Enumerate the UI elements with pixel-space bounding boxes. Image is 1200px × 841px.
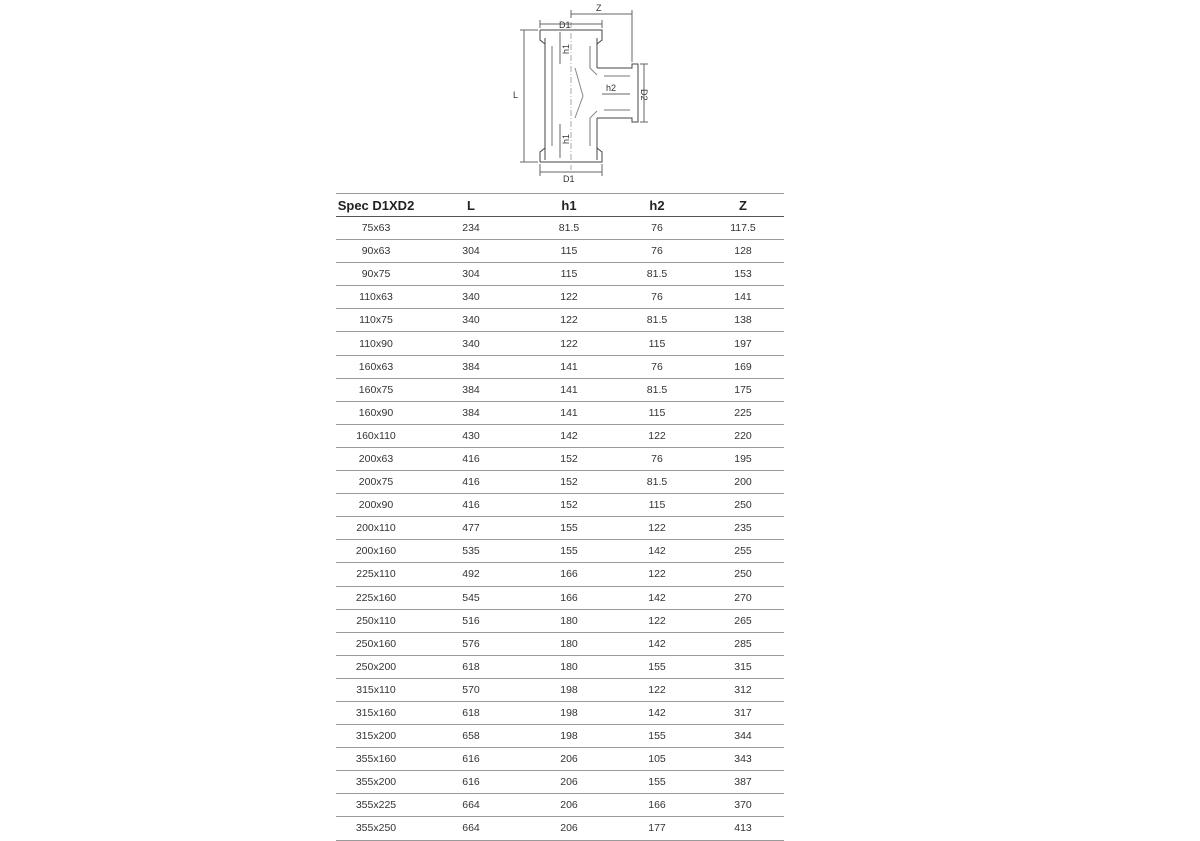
cell-l: 618	[416, 655, 526, 678]
header-spec: Spec D1XD2	[336, 194, 416, 217]
cell-h1: 180	[526, 609, 612, 632]
header-z: Z	[702, 194, 784, 217]
dim-l	[520, 30, 538, 162]
cell-h1: 198	[526, 725, 612, 748]
cell-h2: 115	[612, 332, 702, 355]
cell-h2: 155	[612, 655, 702, 678]
table-row	[336, 378, 784, 401]
cell-z: 200	[702, 471, 784, 494]
cell-h2: 81.5	[612, 471, 702, 494]
cell-spec: 160x63	[336, 355, 416, 378]
cell-z: 343	[702, 748, 784, 771]
cell-z: 117.5	[702, 217, 784, 240]
label-d1-bottom: D1	[563, 174, 575, 184]
table-row	[336, 725, 784, 748]
table-row	[336, 471, 784, 494]
table-row	[336, 217, 784, 240]
cell-h1: 152	[526, 471, 612, 494]
branch-junction	[575, 68, 597, 118]
cell-z: 195	[702, 447, 784, 470]
cell-spec: 75x63	[336, 217, 416, 240]
cell-z: 312	[702, 678, 784, 701]
cell-z: 344	[702, 725, 784, 748]
cell-h2: 105	[612, 748, 702, 771]
cell-l: 304	[416, 263, 526, 286]
cell-spec: 225x110	[336, 563, 416, 586]
cell-z: 315	[702, 655, 784, 678]
cell-h2: 115	[612, 494, 702, 517]
table-row	[336, 655, 784, 678]
cell-spec: 110x90	[336, 332, 416, 355]
header-h2: h2	[612, 194, 702, 217]
tee-fitting-drawing	[500, 0, 670, 185]
cell-h2: 177	[612, 817, 702, 840]
cell-spec: 315x160	[336, 701, 416, 724]
cell-z: 265	[702, 609, 784, 632]
cell-z: 128	[702, 240, 784, 263]
cell-h2: 122	[612, 678, 702, 701]
cell-spec: 315x110	[336, 678, 416, 701]
cell-h2: 166	[612, 794, 702, 817]
cell-h1: 206	[526, 817, 612, 840]
table-row	[336, 540, 784, 563]
cell-z: 250	[702, 563, 784, 586]
cell-l: 616	[416, 771, 526, 794]
table-row	[336, 748, 784, 771]
cell-h1: 122	[526, 286, 612, 309]
table-row	[336, 332, 784, 355]
cell-z: 138	[702, 309, 784, 332]
cell-l: 545	[416, 586, 526, 609]
cell-spec: 250x110	[336, 609, 416, 632]
header-l: L	[416, 194, 526, 217]
cell-h1: 198	[526, 701, 612, 724]
cell-l: 430	[416, 424, 526, 447]
cell-h2: 122	[612, 563, 702, 586]
cell-z: 250	[702, 494, 784, 517]
table-row	[336, 701, 784, 724]
cell-h2: 76	[612, 355, 702, 378]
cell-h1: 115	[526, 240, 612, 263]
cell-h2: 81.5	[612, 263, 702, 286]
cell-spec: 355x225	[336, 794, 416, 817]
table-row	[336, 517, 784, 540]
cell-z: 413	[702, 817, 784, 840]
label-h1-bottom: h1	[561, 133, 571, 144]
cell-spec: 200x110	[336, 517, 416, 540]
cell-z: 220	[702, 424, 784, 447]
cell-spec: 200x75	[336, 471, 416, 494]
cell-z: 197	[702, 332, 784, 355]
cell-spec: 110x63	[336, 286, 416, 309]
header-h1: h1	[526, 194, 612, 217]
cell-h2: 76	[612, 286, 702, 309]
side-branch	[597, 64, 638, 122]
table-row	[336, 263, 784, 286]
cell-z: 285	[702, 632, 784, 655]
cell-z: 317	[702, 701, 784, 724]
cell-h2: 115	[612, 401, 702, 424]
label-z: Z	[596, 3, 602, 13]
cell-z: 370	[702, 794, 784, 817]
cell-h1: 198	[526, 678, 612, 701]
cell-z: 153	[702, 263, 784, 286]
cell-spec: 200x160	[336, 540, 416, 563]
cell-l: 416	[416, 447, 526, 470]
cell-l: 340	[416, 309, 526, 332]
cell-h1: 122	[526, 332, 612, 355]
cell-h1: 180	[526, 655, 612, 678]
table-row	[336, 794, 784, 817]
label-d2: D2	[639, 89, 649, 101]
cell-l: 416	[416, 494, 526, 517]
cell-h2: 76	[612, 447, 702, 470]
cell-spec: 355x250	[336, 817, 416, 840]
cell-l: 535	[416, 540, 526, 563]
cell-h2: 142	[612, 540, 702, 563]
cell-l: 340	[416, 332, 526, 355]
branch-inner	[604, 76, 630, 110]
cell-h2: 142	[612, 586, 702, 609]
cell-l: 618	[416, 701, 526, 724]
cell-h1: 122	[526, 309, 612, 332]
cell-l: 570	[416, 678, 526, 701]
table-row	[336, 817, 784, 840]
cell-spec: 110x75	[336, 309, 416, 332]
cell-h1: 141	[526, 355, 612, 378]
cell-h1: 141	[526, 378, 612, 401]
cell-h1: 155	[526, 540, 612, 563]
cell-spec: 200x63	[336, 447, 416, 470]
label-l: L	[513, 90, 519, 100]
cell-spec: 250x160	[336, 632, 416, 655]
cell-z: 225	[702, 401, 784, 424]
label-h2: h2	[606, 83, 617, 93]
table-row	[336, 494, 784, 517]
cell-h1: 206	[526, 748, 612, 771]
cell-z: 169	[702, 355, 784, 378]
cell-h2: 81.5	[612, 309, 702, 332]
cell-h2: 142	[612, 701, 702, 724]
cell-l: 658	[416, 725, 526, 748]
cell-h2: 155	[612, 771, 702, 794]
cell-l: 664	[416, 817, 526, 840]
cell-l: 340	[416, 286, 526, 309]
table-row	[336, 678, 784, 701]
cell-l: 492	[416, 563, 526, 586]
cell-spec: 225x160	[336, 586, 416, 609]
table-row	[336, 609, 784, 632]
table-row	[336, 424, 784, 447]
cell-spec: 160x75	[336, 378, 416, 401]
cell-l: 384	[416, 378, 526, 401]
cell-spec: 90x63	[336, 240, 416, 263]
cell-spec: 160x90	[336, 401, 416, 424]
cell-z: 255	[702, 540, 784, 563]
cell-spec: 355x200	[336, 771, 416, 794]
table-row	[336, 401, 784, 424]
cell-spec: 250x200	[336, 655, 416, 678]
cell-l: 384	[416, 355, 526, 378]
cell-h1: 142	[526, 424, 612, 447]
label-d1-top: D1	[559, 20, 571, 30]
cell-l: 234	[416, 217, 526, 240]
table-row	[336, 563, 784, 586]
cell-l: 516	[416, 609, 526, 632]
cell-l: 416	[416, 471, 526, 494]
cell-l: 477	[416, 517, 526, 540]
cell-h2: 122	[612, 609, 702, 632]
cell-h2: 142	[612, 632, 702, 655]
cell-l: 304	[416, 240, 526, 263]
label-h1-top: h1	[561, 43, 571, 54]
cell-l: 384	[416, 401, 526, 424]
table-row	[336, 447, 784, 470]
cell-h1: 180	[526, 632, 612, 655]
cell-h2: 81.5	[612, 378, 702, 401]
table-row	[336, 355, 784, 378]
cell-l: 664	[416, 794, 526, 817]
table-row	[336, 286, 784, 309]
table-row	[336, 586, 784, 609]
cell-h1: 152	[526, 447, 612, 470]
cell-z: 270	[702, 586, 784, 609]
cell-z: 235	[702, 517, 784, 540]
cell-spec: 355x160	[336, 748, 416, 771]
header-row	[336, 194, 784, 217]
spec-table	[336, 193, 784, 841]
table-row	[336, 309, 784, 332]
cell-h2: 155	[612, 725, 702, 748]
cell-h2: 122	[612, 517, 702, 540]
cell-spec: 315x200	[336, 725, 416, 748]
cell-z: 141	[702, 286, 784, 309]
cell-h1: 206	[526, 794, 612, 817]
table-body	[336, 217, 784, 841]
cell-h1: 166	[526, 563, 612, 586]
table-row	[336, 240, 784, 263]
cell-h1: 152	[526, 494, 612, 517]
cell-spec: 90x75	[336, 263, 416, 286]
cell-h1: 155	[526, 517, 612, 540]
table-row	[336, 632, 784, 655]
cell-h1: 166	[526, 586, 612, 609]
cell-h1: 115	[526, 263, 612, 286]
cell-h1: 81.5	[526, 217, 612, 240]
cell-h1: 141	[526, 401, 612, 424]
cell-h2: 76	[612, 217, 702, 240]
cell-z: 175	[702, 378, 784, 401]
cell-h1: 206	[526, 771, 612, 794]
cell-l: 576	[416, 632, 526, 655]
table-row	[336, 771, 784, 794]
cell-h2: 76	[612, 240, 702, 263]
cell-l: 616	[416, 748, 526, 771]
cell-h2: 122	[612, 424, 702, 447]
cell-spec: 200x90	[336, 494, 416, 517]
cell-spec: 160x110	[336, 424, 416, 447]
cell-z: 387	[702, 771, 784, 794]
